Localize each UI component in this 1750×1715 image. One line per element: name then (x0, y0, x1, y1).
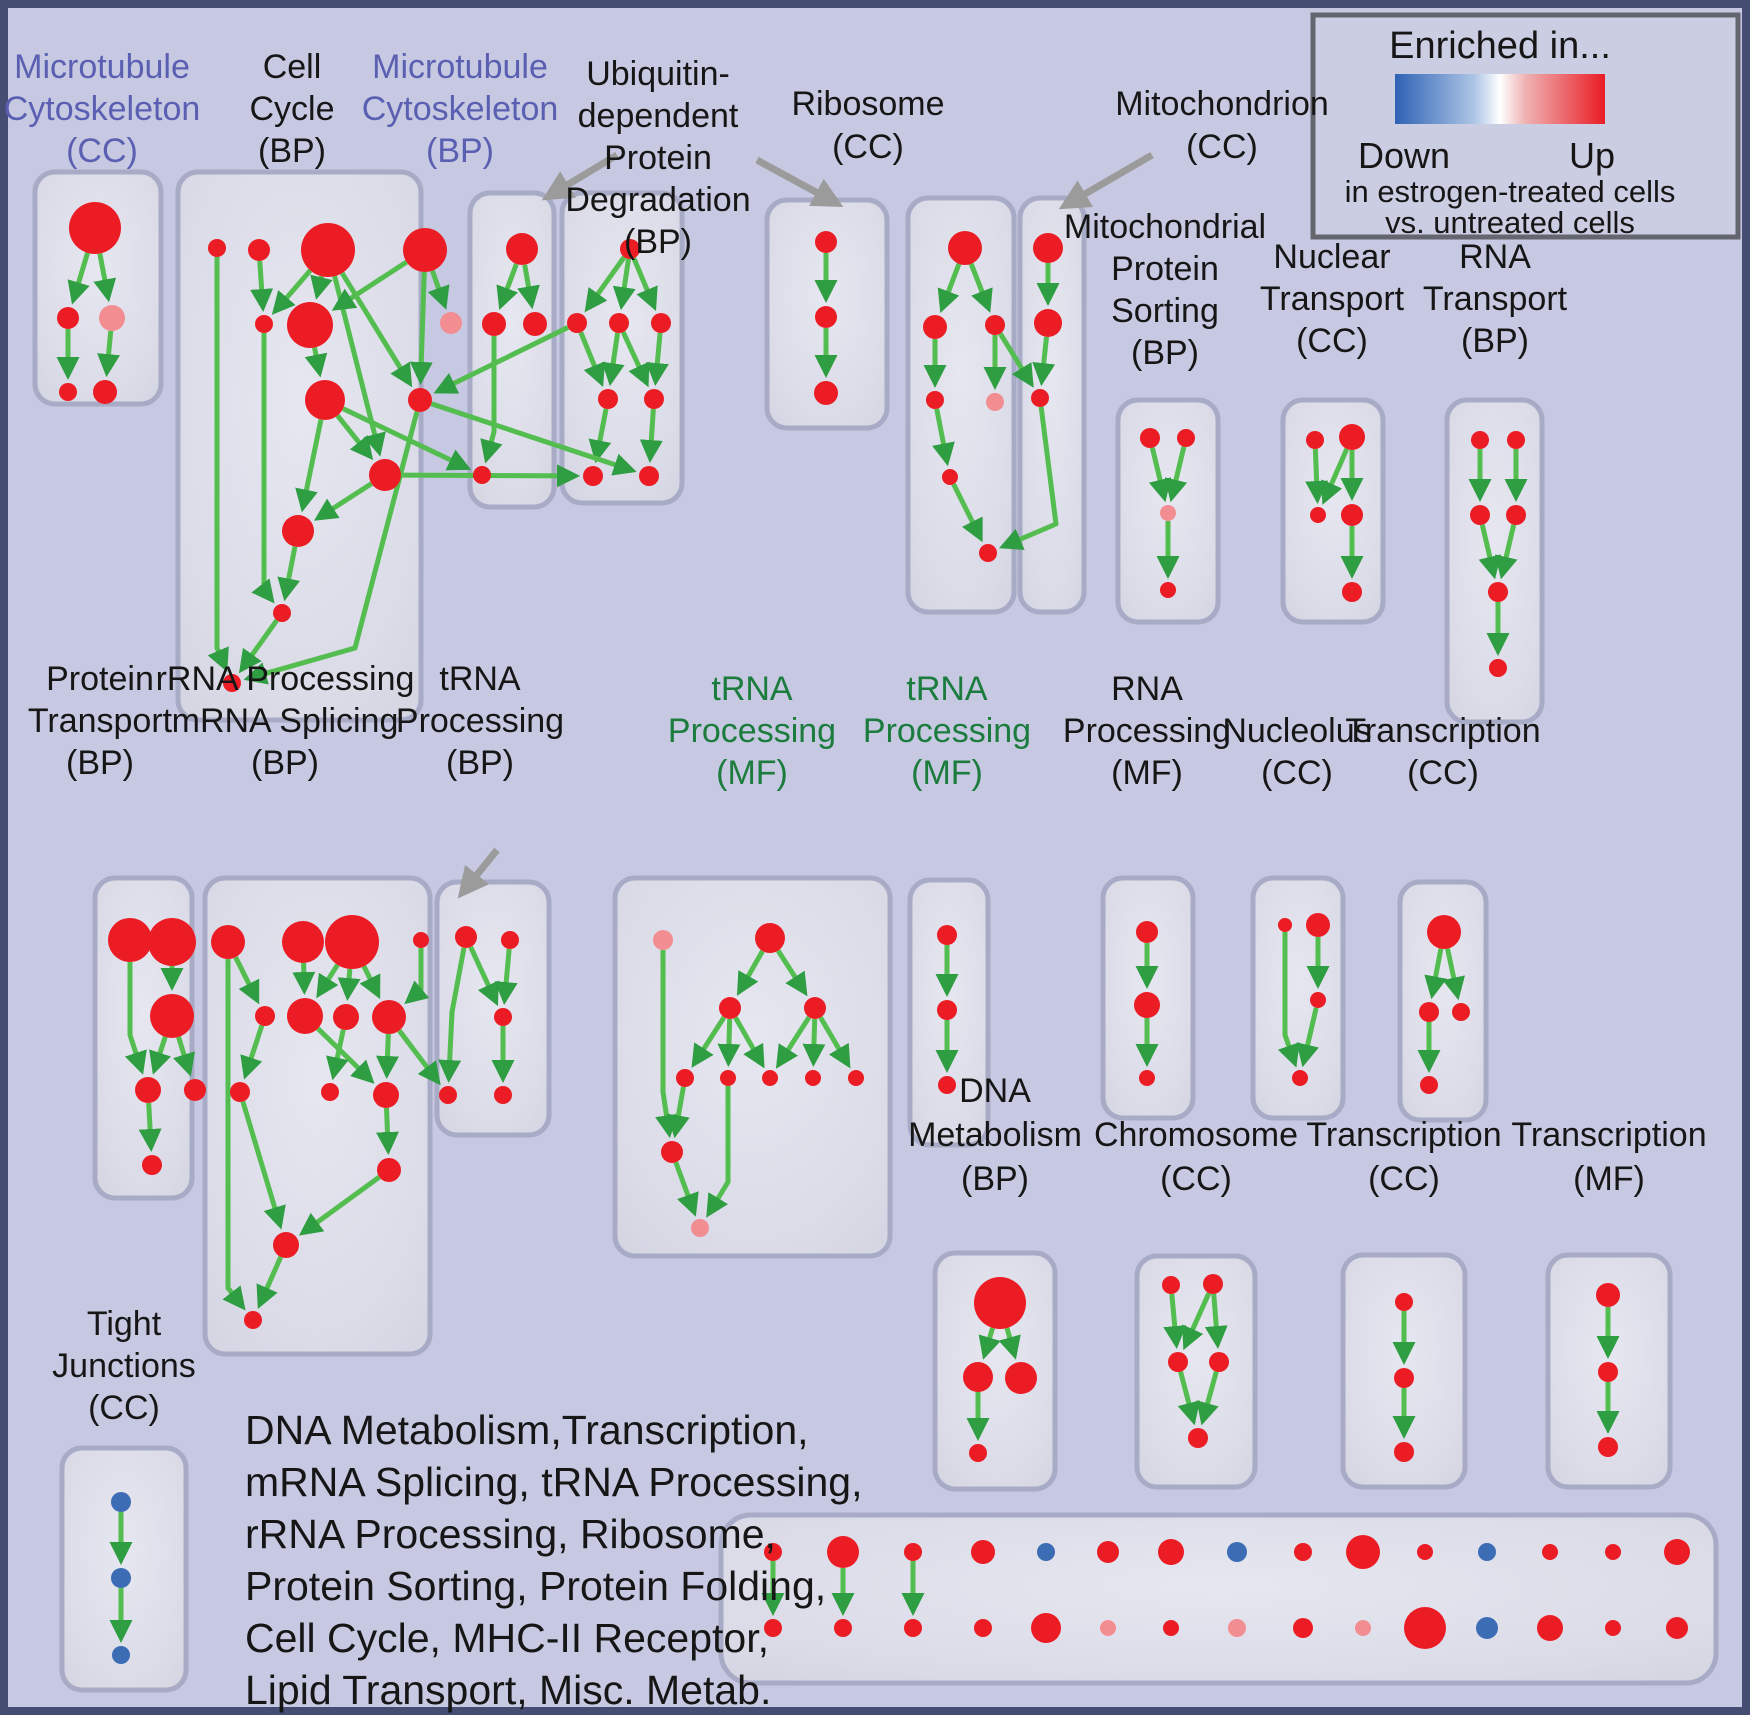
node-v2 (815, 306, 837, 328)
cluster-label-trnamf2-line1: tRNA (906, 670, 988, 708)
cluster-label-rrna-line3: (BP) (251, 744, 319, 782)
node-p3 (1160, 505, 1176, 521)
node-u2 (609, 313, 629, 333)
cluster-label-mtbp-line2: Cytoskeleton (361, 90, 559, 128)
node-b2 (482, 312, 506, 336)
node-n1 (1278, 918, 1292, 932)
caption-line-1: DNA Metabolism,Transcription, (245, 1407, 809, 1453)
cluster-label-trnamf2-line2: Processing (862, 712, 1032, 750)
node-c5 (255, 315, 273, 333)
node-s1 (1471, 431, 1489, 449)
caption-line-2: mRNA Splicing, tRNA Processing, (245, 1459, 863, 1505)
node-tb4 (439, 1086, 457, 1104)
node-a5 (93, 380, 117, 404)
node-c3 (301, 223, 355, 277)
node-a3 (99, 305, 125, 331)
cluster-label-mps-line2: Protein (1111, 250, 1219, 288)
band-node-bottom-14 (1666, 1617, 1688, 1639)
node-j3 (112, 1646, 130, 1664)
node-t4 (135, 1077, 161, 1103)
node-r6 (942, 469, 958, 485)
node-v3 (814, 381, 838, 405)
cluster-label-nt-line2: Transport (1259, 280, 1405, 318)
node-r5 (986, 393, 1004, 411)
band-node-bottom-3 (974, 1619, 992, 1637)
node-j1 (111, 1492, 131, 1512)
cluster-box-nt (1283, 400, 1383, 622)
node-b1 (506, 233, 538, 265)
node-c1 (208, 239, 226, 257)
band-node-bottom-6 (1163, 1620, 1179, 1636)
cluster-label-rnap-line1: RNA (1111, 670, 1183, 708)
cluster-label-dnam-line1: DNA (959, 1072, 1031, 1110)
cluster-label-ribosome-line2: (CC) (832, 128, 904, 166)
node-r1 (948, 231, 982, 265)
node-p1 (1140, 428, 1160, 448)
band-node-bottom-8 (1293, 1618, 1313, 1638)
node-g4 (413, 932, 429, 948)
node-c10 (369, 459, 401, 491)
band-node-top-14 (1664, 1539, 1690, 1565)
band-node-top-2 (904, 1543, 922, 1561)
cluster-label-rrna-line1: rRNA Processing (155, 660, 415, 698)
node-gm1 (255, 1006, 275, 1026)
cluster-label-tj-line1: Tight (86, 1305, 162, 1343)
node-q3 (1310, 507, 1326, 523)
node-q2 (1339, 424, 1365, 450)
cluster-label-dnam-line2: Metabolism (908, 1116, 1082, 1154)
node-t5 (184, 1079, 206, 1101)
edge-c2-c5 (260, 261, 263, 306)
band-node-bottom-10 (1404, 1607, 1446, 1649)
node-x6 (1394, 1368, 1414, 1388)
edge-gh3-gk1 (387, 1108, 389, 1149)
cluster-label-ubiq1-line3: Protein (604, 139, 712, 177)
band-node-bottom-11 (1476, 1617, 1498, 1639)
node-e2 (937, 1000, 957, 1020)
node-c8 (305, 380, 345, 420)
edge-g2-gm2 (304, 963, 305, 989)
node-t3 (150, 994, 194, 1038)
cluster-box-chrom (1137, 1256, 1255, 1487)
cluster-label-trcc3-line1: Transcription (1306, 1116, 1502, 1154)
node-w1 (1033, 233, 1063, 263)
node-z1 (1162, 1276, 1180, 1294)
node-d2 (1134, 992, 1160, 1018)
node-f4 (676, 1069, 694, 1087)
node-gk3 (244, 1311, 262, 1329)
band-node-bottom-5 (1100, 1620, 1116, 1636)
caption-line-5: Cell Cycle, MHC-II Receptor, (245, 1615, 770, 1661)
cluster-label-rnat-line1: RNA (1459, 238, 1531, 276)
edge-g3-gm3 (348, 969, 350, 995)
node-g1 (211, 925, 245, 959)
node-g2 (282, 921, 324, 963)
caption-line-6: Lipid Transport, Misc. Metab. (245, 1667, 772, 1713)
node-f2 (719, 997, 741, 1019)
node-tb3 (494, 1008, 512, 1026)
edge-f2-f5 (728, 1019, 729, 1061)
node-t6 (142, 1155, 162, 1175)
node-x3 (1452, 1003, 1470, 1021)
node-c6 (287, 302, 333, 348)
node-a4 (59, 383, 77, 401)
cluster-label-rnat-line3: (BP) (1461, 322, 1529, 360)
cluster-label-trnabp-line2: Processing (395, 702, 565, 740)
node-q4 (1341, 504, 1363, 526)
cluster-label-trnamf1-line3: (MF) (716, 754, 788, 792)
node-gh3 (373, 1082, 399, 1108)
cluster-label-mito-line1: Mitochondrion (1115, 85, 1329, 123)
cluster-label-rnap-line3: (MF) (1111, 754, 1183, 792)
node-d1 (1136, 921, 1158, 943)
band-node-top-12 (1542, 1544, 1558, 1560)
node-gk2 (273, 1232, 299, 1258)
legend-gradient-bar (1395, 74, 1605, 124)
cluster-label-mps-line4: (BP) (1131, 334, 1199, 372)
edge-t4-t6 (149, 1103, 151, 1146)
node-c9 (408, 388, 432, 412)
node-r4 (926, 391, 944, 409)
edge-u5-u7 (650, 409, 653, 457)
cluster-label-tj-line3: (CC) (88, 1389, 160, 1427)
node-u1 (567, 313, 587, 333)
cluster-label-mps-line3: Sorting (1111, 292, 1219, 330)
cluster-label-pt-line2: Transport (27, 702, 173, 740)
node-tb1 (455, 926, 477, 948)
node-gh2 (321, 1083, 339, 1101)
node-y2 (963, 1362, 993, 1392)
band-node-top-8 (1294, 1543, 1312, 1561)
cluster-label-ubiq1-line4: Degradation (565, 181, 751, 219)
node-gk1 (377, 1158, 401, 1182)
node-gm3 (333, 1004, 359, 1030)
node-e1 (937, 925, 957, 945)
node-n3 (1310, 992, 1326, 1008)
band-node-bottom-12 (1537, 1615, 1563, 1641)
band-node-top-10 (1417, 1544, 1433, 1560)
node-s2 (1507, 431, 1525, 449)
cluster-label-trnamf2-line3: (MF) (911, 754, 983, 792)
cluster-label-trcc3-line2: (CC) (1368, 1160, 1440, 1198)
cluster-label-ubiq1-line2: dependent (577, 97, 739, 135)
edge-f3-f7 (813, 1019, 814, 1061)
node-f7 (805, 1070, 821, 1086)
cluster-label-trnamf1-line2: Processing (667, 712, 837, 750)
cluster-label-pt-line1: Protein (46, 660, 154, 698)
band-node-bottom-1 (834, 1619, 852, 1637)
cluster-label-rnap-line2: Processing (1062, 712, 1232, 750)
cluster-label-dnam-line3: (BP) (961, 1160, 1029, 1198)
node-c2 (248, 239, 270, 261)
band-node-top-6 (1158, 1539, 1184, 1565)
node-c11 (282, 515, 314, 547)
node-u4 (598, 389, 618, 409)
node-w3 (1031, 389, 1049, 407)
node-d3 (1139, 1070, 1155, 1086)
node-f9 (661, 1141, 683, 1163)
node-u7 (639, 466, 659, 486)
cluster-label-nt-line3: (CC) (1296, 322, 1368, 360)
node-r2 (923, 315, 947, 339)
node-s5 (1488, 582, 1508, 602)
node-x4 (1420, 1076, 1438, 1094)
cluster-label-mtcc-line1: Microtubule (14, 48, 190, 86)
node-f5 (720, 1070, 736, 1086)
legend-title: Enriched in... (1389, 25, 1611, 67)
node-f1 (755, 923, 785, 953)
node-tb5 (494, 1086, 512, 1104)
legend-subtitle-line2: vs. untreated cells (1385, 205, 1635, 240)
cluster-label-nucleolus-line1: Nucleolus (1222, 712, 1372, 750)
node-j2 (111, 1568, 131, 1588)
cluster-label-rrna-line2: mRNA Splicing (171, 702, 399, 740)
band-node-bottom-7 (1228, 1619, 1246, 1637)
node-v1 (815, 231, 837, 253)
node-gm2 (287, 998, 323, 1034)
node-q5 (1342, 582, 1362, 602)
cluster-label-mtcc-line3: (CC) (66, 132, 138, 170)
node-b4 (473, 466, 491, 484)
node-y3 (1005, 1362, 1037, 1394)
node-p2 (1177, 429, 1195, 447)
node-b3 (523, 312, 547, 336)
node-q1 (1306, 431, 1324, 449)
cluster-label-nt-line1: Nuclear (1273, 238, 1391, 276)
node-z5 (1188, 1428, 1208, 1448)
node-u6 (583, 466, 603, 486)
cluster-label-cellcycle-line3: (BP) (258, 132, 326, 170)
node-x8 (1596, 1283, 1620, 1307)
node-c12 (273, 604, 291, 622)
cluster-label-rnat-line2: Transport (1422, 280, 1568, 318)
cluster-label-mps-line1: Mitochondrial (1063, 208, 1267, 246)
legend-up-label: Up (1568, 135, 1616, 176)
cluster-label-mtbp-line1: Microtubule (372, 48, 548, 86)
node-tb2 (501, 931, 519, 949)
cluster-label-trnabp-line3: (BP) (446, 744, 514, 782)
node-gm4 (372, 1000, 406, 1034)
node-f6 (762, 1070, 778, 1086)
legend-subtitle-line1: in estrogen-treated cells (1344, 174, 1676, 209)
cluster-label-ribosome-line1: Ribosome (791, 85, 945, 123)
node-x7 (1394, 1442, 1414, 1462)
band-node-top-3 (971, 1540, 995, 1564)
node-x9 (1598, 1362, 1618, 1382)
node-n4 (1292, 1070, 1308, 1086)
band-node-bottom-2 (904, 1619, 922, 1637)
band-node-bottom-13 (1605, 1620, 1621, 1636)
cluster-label-trmf-line1: Transcription (1511, 1116, 1707, 1154)
edge-gm4-gh3 (387, 1034, 389, 1073)
band-node-bottom-4 (1031, 1613, 1061, 1643)
band-node-top-5 (1097, 1541, 1119, 1563)
node-u5 (644, 389, 664, 409)
node-x10 (1598, 1437, 1618, 1457)
cluster-label-ubiq1-line1: Ubiquitin- (586, 55, 730, 93)
node-x2 (1419, 1002, 1439, 1022)
cluster-label-ubiq1-line5: (BP) (624, 223, 692, 261)
node-y4 (969, 1444, 987, 1462)
node-f0 (653, 930, 673, 950)
cluster-label-pt-line3: (BP) (66, 744, 134, 782)
cluster-label-tj-line2: Junctions (52, 1347, 196, 1385)
node-p4 (1160, 582, 1176, 598)
node-f10 (691, 1219, 709, 1237)
cluster-label-trnabp-line1: tRNA (439, 660, 521, 698)
band-node-top-9 (1346, 1535, 1380, 1569)
node-c7 (440, 312, 462, 334)
node-s3 (1470, 505, 1490, 525)
band-node-top-13 (1605, 1544, 1621, 1560)
cluster-label-chrom-line1: Chromosome (1093, 1116, 1299, 1154)
node-gh1 (230, 1082, 250, 1102)
node-x1 (1427, 915, 1461, 949)
cluster-label-cellcycle-line1: Cell (262, 48, 322, 86)
band-node-top-11 (1478, 1543, 1496, 1561)
cluster-label-trnamf1-line1: tRNA (711, 670, 793, 708)
band-node-top-7 (1227, 1542, 1247, 1562)
node-f8 (848, 1070, 864, 1086)
node-x5 (1395, 1293, 1413, 1311)
legend-down-label: Down (1357, 135, 1451, 176)
cluster-label-mtcc-line2: Cytoskeleton (3, 90, 201, 128)
cluster-label-mtbp-line3: (BP) (426, 132, 494, 170)
node-a2 (57, 307, 79, 329)
node-w2 (1034, 309, 1062, 337)
node-r7 (979, 544, 997, 562)
node-a1 (69, 202, 121, 254)
cluster-label-trcc2-line2: (CC) (1407, 754, 1479, 792)
node-u3 (651, 313, 671, 333)
node-y1 (974, 1277, 1026, 1329)
node-c4 (403, 228, 447, 272)
node-n2 (1306, 913, 1330, 937)
node-z2 (1203, 1274, 1223, 1294)
node-f3 (804, 997, 826, 1019)
cluster-label-trcc2-line1: Transcription (1345, 712, 1541, 750)
node-t1 (108, 918, 152, 962)
band-node-bottom-9 (1355, 1620, 1371, 1636)
node-z4 (1209, 1352, 1229, 1372)
cluster-label-cellcycle-line2: Cycle (249, 90, 335, 128)
cluster-label-nucleolus-line2: (CC) (1261, 754, 1333, 792)
cluster-label-chrom-line2: (CC) (1160, 1160, 1232, 1198)
node-s6 (1489, 659, 1507, 677)
caption-line-4: Protein Sorting, Protein Folding, (245, 1563, 827, 1609)
node-e3 (938, 1076, 956, 1094)
node-r3 (985, 315, 1005, 335)
node-s4 (1506, 505, 1526, 525)
cluster-label-mito-line2: (CC) (1186, 128, 1258, 166)
band-node-top-4 (1037, 1543, 1055, 1561)
caption-line-3: rRNA Processing, Ribosome, (245, 1511, 776, 1557)
cluster-label-trmf-line2: (MF) (1573, 1160, 1645, 1198)
node-t2 (148, 918, 196, 966)
edge-c4-c9 (421, 272, 425, 379)
band-node-top-1 (827, 1536, 859, 1568)
edge-q1-q3 (1315, 449, 1317, 498)
node-z3 (1168, 1352, 1188, 1372)
node-g3 (325, 915, 379, 969)
bottom-band-box (721, 1515, 1716, 1683)
